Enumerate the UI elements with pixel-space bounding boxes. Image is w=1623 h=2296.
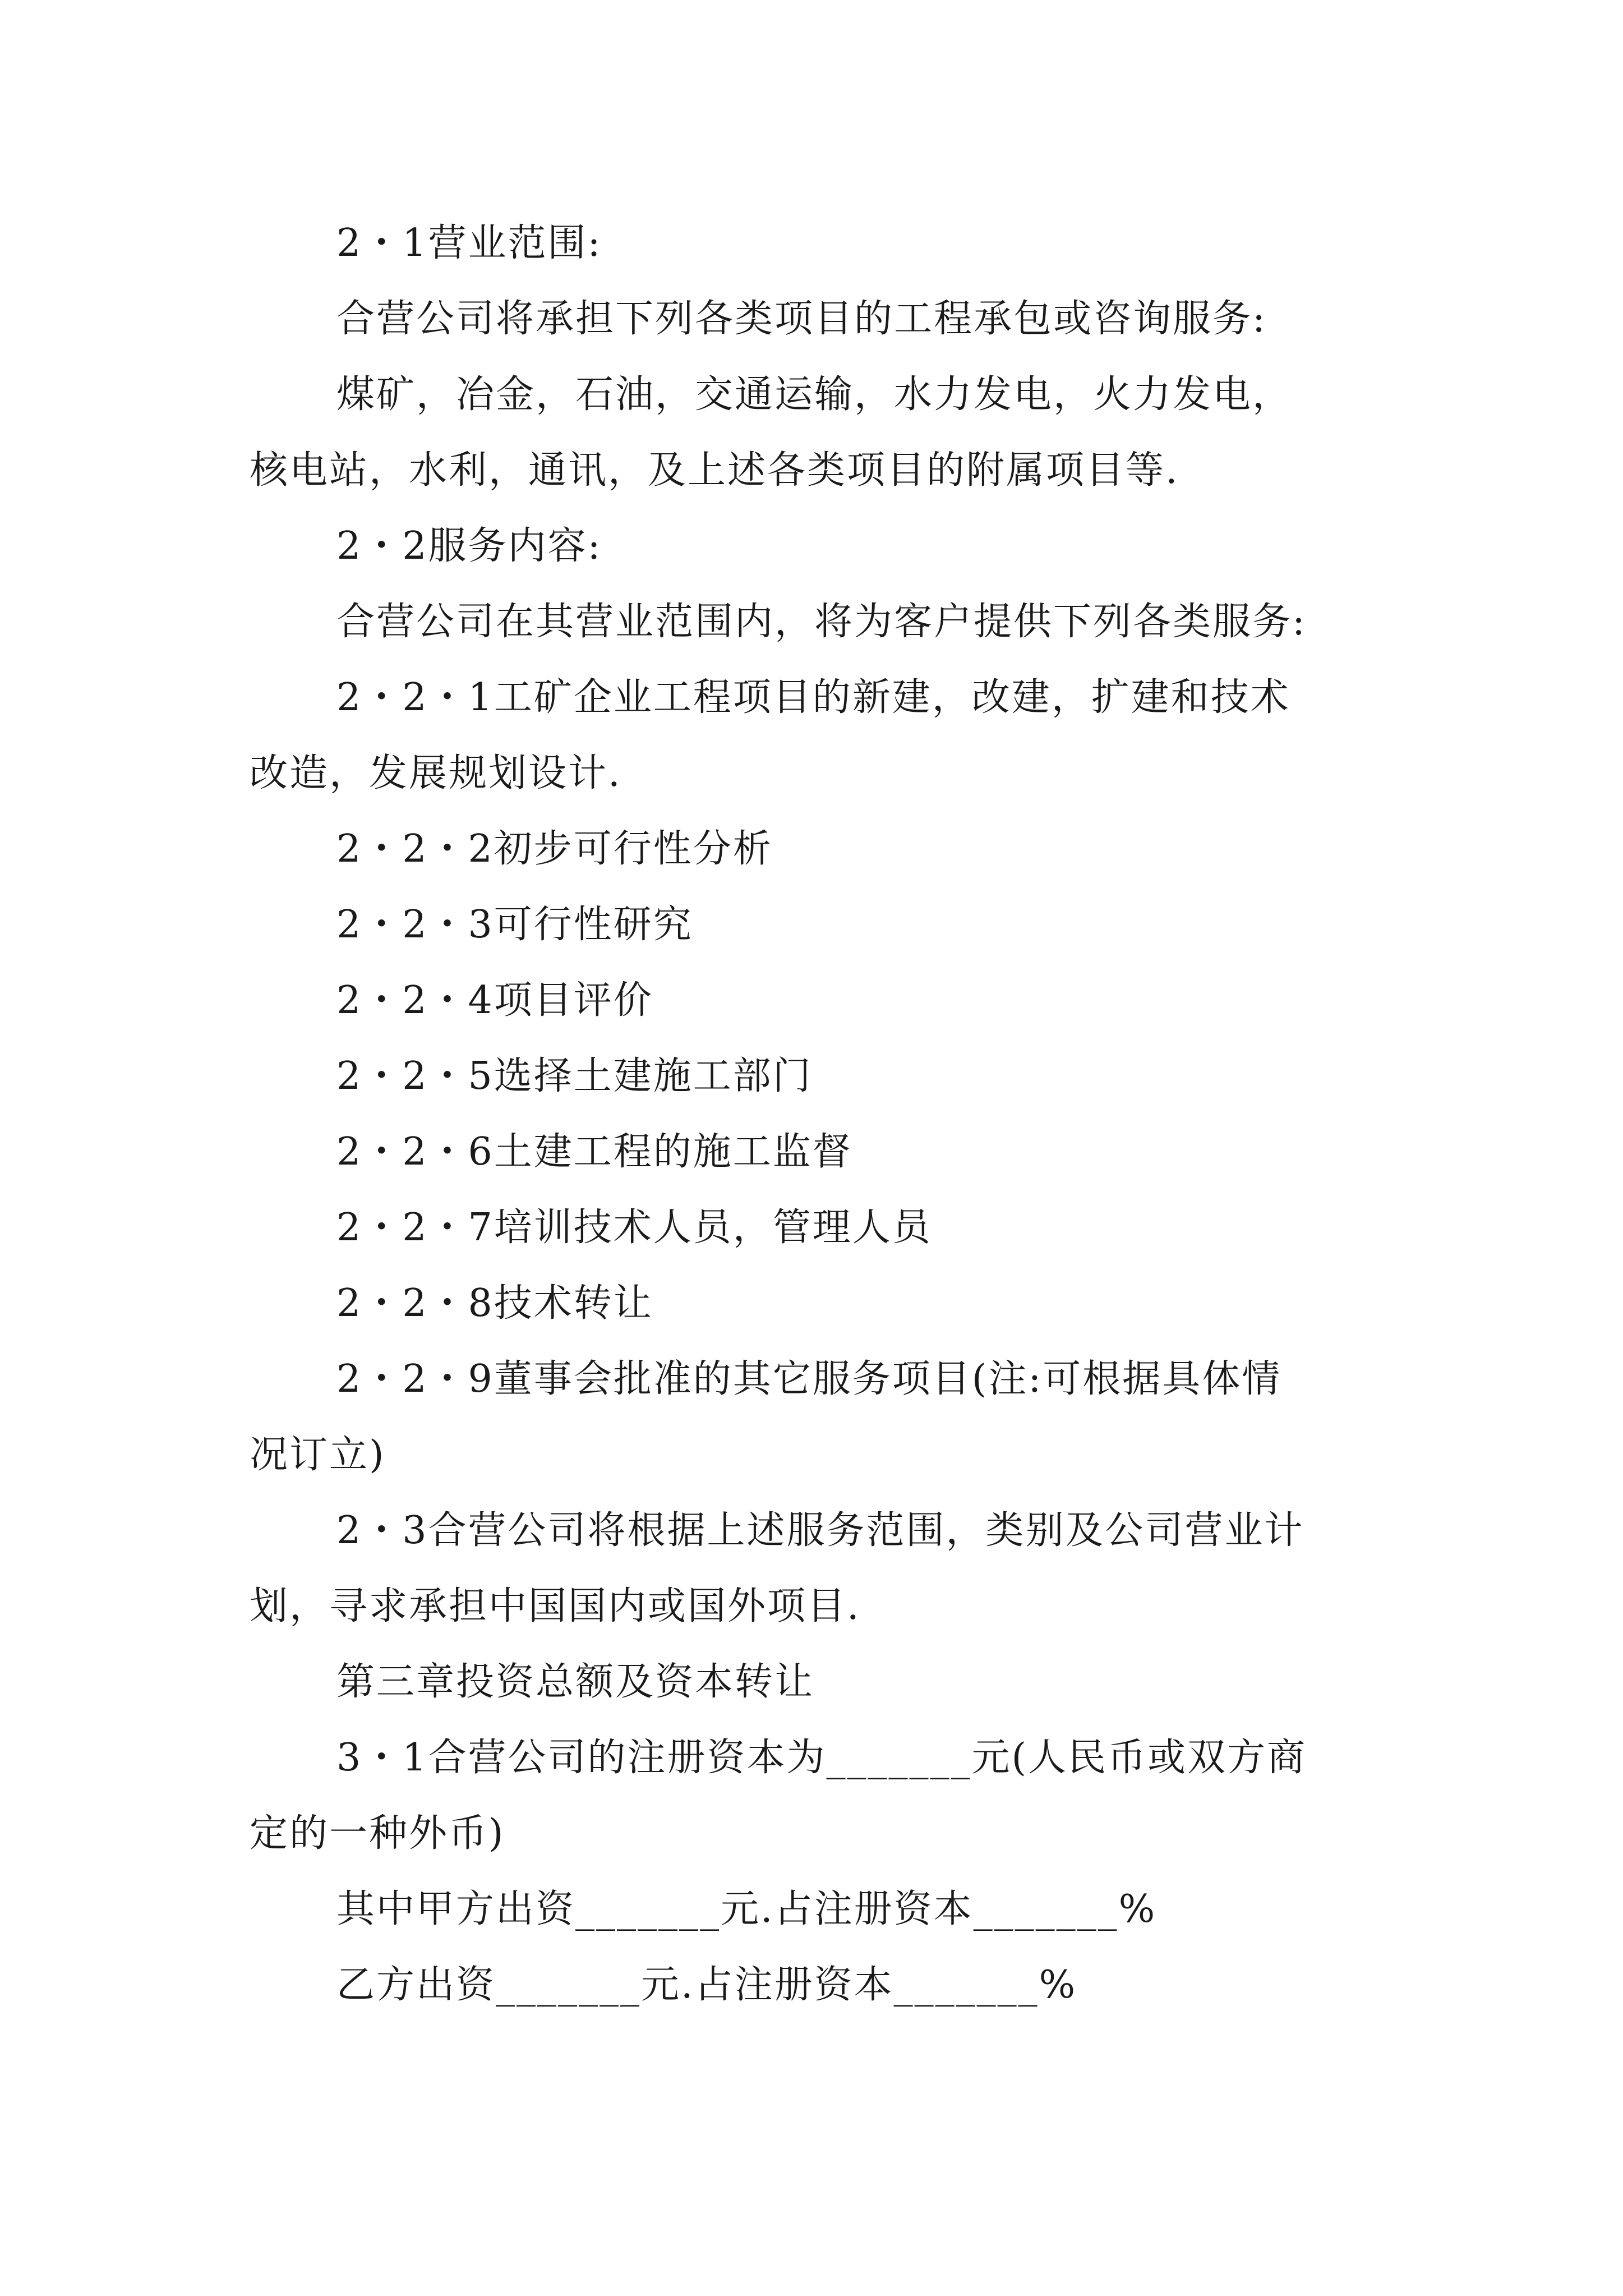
- text-line: 2・2・9董事会批准的其它服务项目(注:可根据具体情: [336, 1357, 1282, 1401]
- text-line: 乙方出资_______元.占注册资本_______%: [336, 1963, 1077, 2007]
- text-line: 2・2・2初步可行性分析: [336, 827, 773, 871]
- text-line: 定的一种外币): [250, 1811, 505, 1856]
- text-line: 2・2・7培训技术人员，管理人员: [336, 1205, 932, 1250]
- text-line: 2・1营业范围:: [336, 221, 602, 265]
- chapter-heading: 第三章投资总额及资本转让: [336, 1660, 815, 1704]
- text-line: 2・2・5选择土建施工部门: [336, 1054, 813, 1098]
- text-line: 合营公司在其营业范围内，将为客户提供下列各类服务:: [336, 600, 1307, 644]
- text-line: 划，寻求承担中国国内或国外项目.: [250, 1584, 861, 1628]
- text-line: 2・2・4项目评价: [336, 978, 653, 1023]
- text-line: 2・3合营公司将根据上述服务范围，类别及公司营业计: [336, 1508, 1304, 1553]
- text-line: 2・2・8技术转让: [336, 1281, 653, 1326]
- text-line: 2・2服务内容:: [336, 524, 602, 568]
- text-line: 2・2・3可行性研究: [336, 903, 693, 947]
- text-line: 改造，发展规划设计.: [250, 751, 622, 795]
- text-line: 煤矿，冶金，石油，交通运输，水力发电，火力发电，: [336, 372, 1293, 417]
- text-line: 2・2・6土建工程的施工监督: [336, 1130, 852, 1174]
- text-line: 其中甲方出资_______元.占注册资本_______%: [336, 1887, 1157, 1931]
- text-line: 2・2・1工矿企业工程项目的新建，改建，扩建和技术: [336, 675, 1290, 720]
- text-line: 核电站，水利，通讯，及上述各类项目的附属项目等.: [250, 448, 1179, 493]
- text-line: 合营公司将承担下列各类项目的工程承包或咨询服务:: [336, 297, 1267, 341]
- text-line: 3・1合营公司的注册资本为_______元(人民币或双方商: [336, 1736, 1307, 1780]
- text-line: 况订立): [250, 1433, 386, 1477]
